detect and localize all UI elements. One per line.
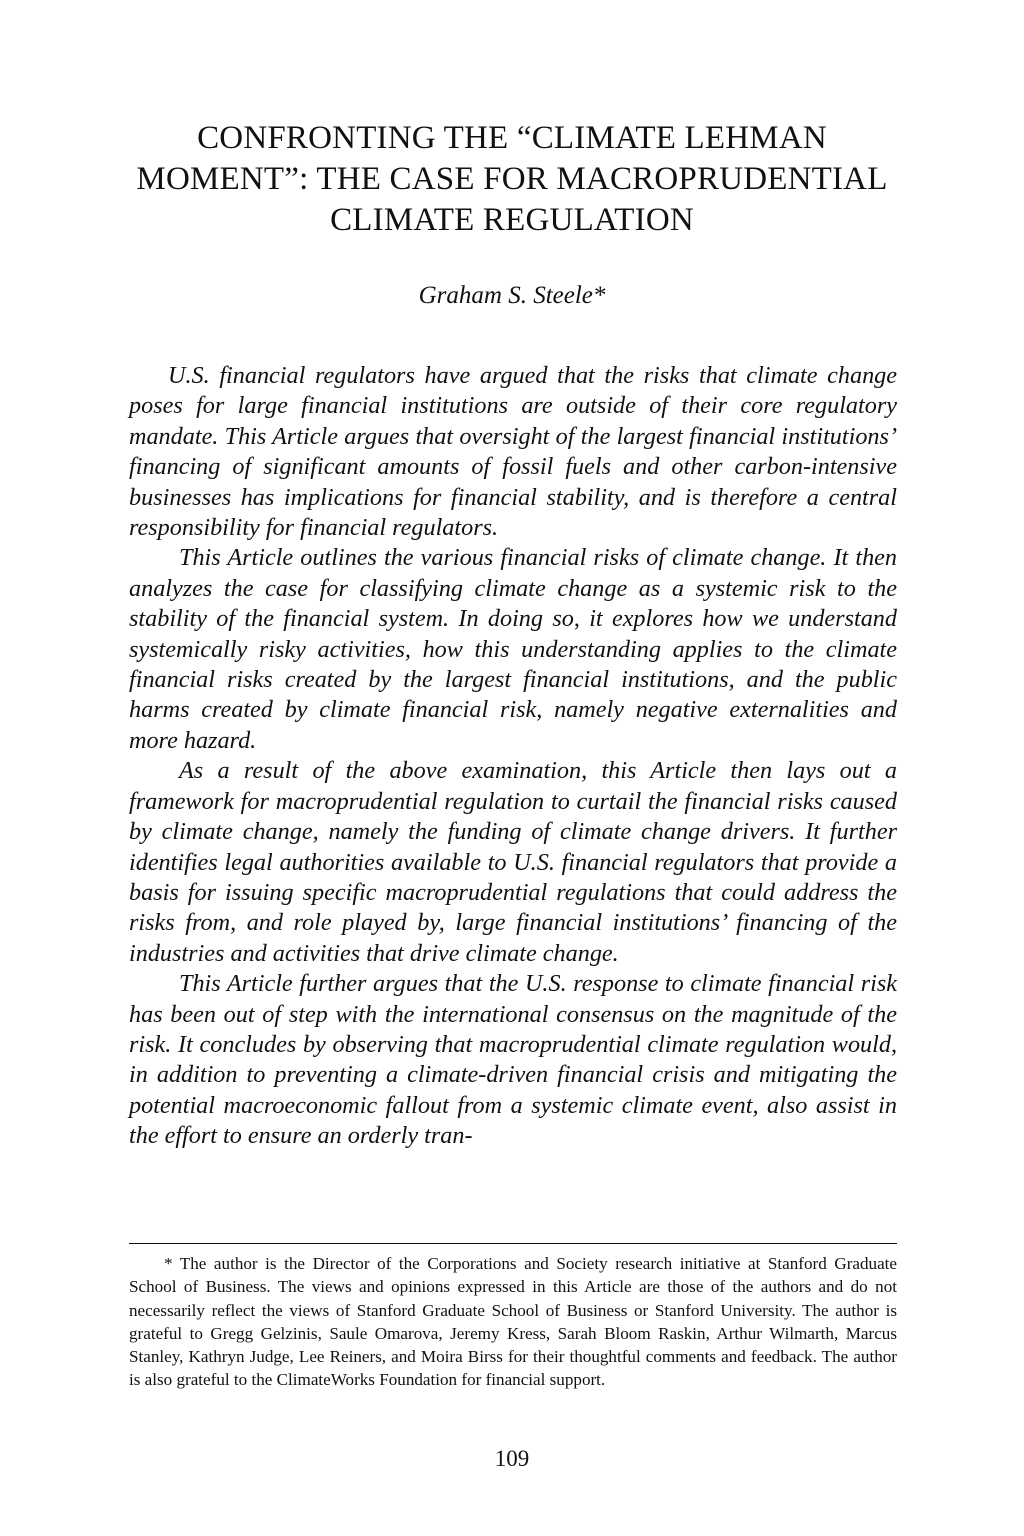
abstract-paragraph: U.S. financial regulators have argued that the risks that climate change poses for large financial institutions are outside of their core regulatory mandate. This Article argues that oversight of the largest financial institutions’ financing of significant amounts of fossil fuels and other carbon-intensive businesses has implications for financial stability, and is therefore a central responsibility for financial regulators. — [129, 362, 897, 542]
author-name: Graham S. Steele* — [418, 282, 606, 309]
abstract-paragraph: As a result of the above examination, this Article then lays out a framework for macroprudential regulation to curtail the financial risks caused by climate change, namely the funding of climate change drivers. It further identifies legal authorities available to U.S. financial regulators that provide a basis for issuing specific macroprudential regulations that could address the risks from, and role played by, large financial institutions’ financing of the industries and activities that drive climate change. — [129, 757, 897, 967]
title-line: CONFRONTING THE “CLIMATE LEHMAN — [197, 120, 827, 156]
page-number: 109 — [494, 1446, 530, 1471]
title-line: MOMENT”: THE CASE FOR MACROPRUDENTIAL — [136, 161, 888, 197]
abstract — [129, 361, 897, 1152]
article-title — [110, 118, 914, 241]
abstract-paragraph: This Article outlines the various financial risks of climate change. It then analyzes the case for classifying climate change as a systemic risk to the stability of the financial system. In doing so, it explores how we understand systemically risky activities, how this understanding applies to the climate financial risks created by the largest financial institutions, and the public harms created by climate financial risk, namely negative externalities and more hazard. — [129, 544, 897, 754]
author-footnote: * The author is the Director of the Corporations and Society research initiative at Stanford Graduate School of Business. The views and opinions expressed in this Article are those of the authors and do not necessarily reflect the views of Stanford Graduate School of Business or Stanford University. The author is grateful to Gregg Gelzinis, Saule Omarova, Jeremy Kress, Sarah Bloom Raskin, Arthur Wilmarth, Marcus Stanley, Kathryn Judge, Lee Reiners, and Moira Birss for their thoughtful comments and feedback. The author is also grateful to the ClimateWorks Foundation for financial support. — [129, 1254, 897, 1390]
abstract-paragraph: This Article further argues that the U.S. response to climate financial risk has been out of step with the international consensus on the magnitude of the risk. It concludes by observing that macroprudential climate regulation would, in addition to preventing a climate-driven financial crisis and mitigating the potential macroeconomic fallout from a systemic climate event, also assist in the effort to ensure an orderly tran- — [129, 970, 897, 1150]
title-line: CLIMATE REGULATION — [330, 202, 694, 238]
footnote-divider — [129, 1243, 897, 1244]
